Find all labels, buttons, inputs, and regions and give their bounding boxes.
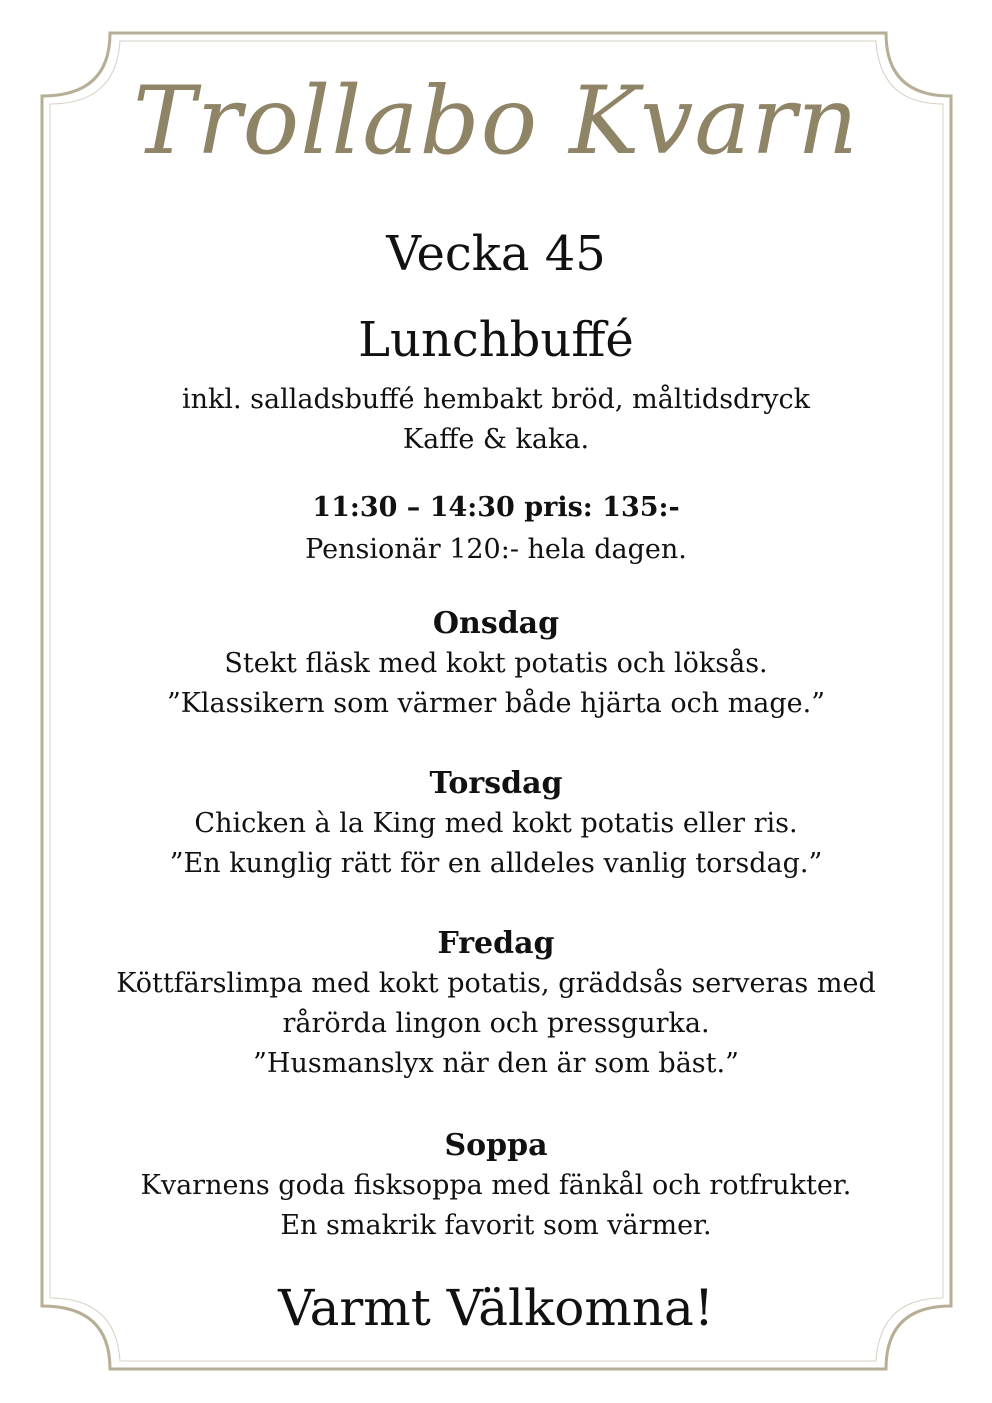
dish-line: Köttfärslimpa med kokt potatis, gräddsås serveras med (116, 968, 876, 999)
dish-line: Stekt fläsk med kokt potatis och löksås. (224, 648, 768, 679)
dish-line: rårörda lingon och pressgurka. (282, 1008, 710, 1039)
closing-greeting: Varmt Välkomna! (278, 1279, 714, 1337)
day-name: Soppa (444, 1128, 548, 1163)
week-title: Vecka 45 (386, 226, 606, 282)
day-section-torsdag (100, 764, 892, 884)
dish-quote: ”En kunglig rätt för en alldeles vanlig torsdag.” (169, 848, 823, 879)
dish-quote: ”Klassikern som värmer både hjärta och mage.” (166, 688, 826, 719)
lunch-title: Lunchbuffé (358, 312, 634, 368)
day-name: Torsdag (429, 766, 563, 801)
dish-quote: ”Husmanslyx när den är som bäst.” (253, 1048, 739, 1079)
day-section-soppa (100, 1126, 892, 1246)
day-section-onsdag (100, 604, 892, 724)
includes-line: Kaffe & kaka. (402, 424, 590, 455)
includes-text (100, 380, 892, 460)
day-name: Onsdag (432, 606, 560, 641)
brand-logo: Trollabo Kvarn (133, 67, 859, 176)
pensioner-price: Pensionär 120:- hela dagen. (305, 534, 687, 565)
opening-hours-price: 11:30 – 14:30 pris: 135:- (312, 492, 680, 523)
day-name: Fredag (437, 926, 555, 961)
dish-line: Chicken à la King med kokt potatis eller ris. (194, 808, 798, 839)
dish-line: En smakrik favorit som värmer. (280, 1210, 712, 1241)
day-section-fredag (100, 924, 892, 1084)
includes-line: inkl. salladsbuffé hembakt bröd, måltidsdryck (182, 384, 810, 415)
dish-line: Kvarnens goda fisksoppa med fänkål och rotfrukter. (140, 1170, 852, 1201)
